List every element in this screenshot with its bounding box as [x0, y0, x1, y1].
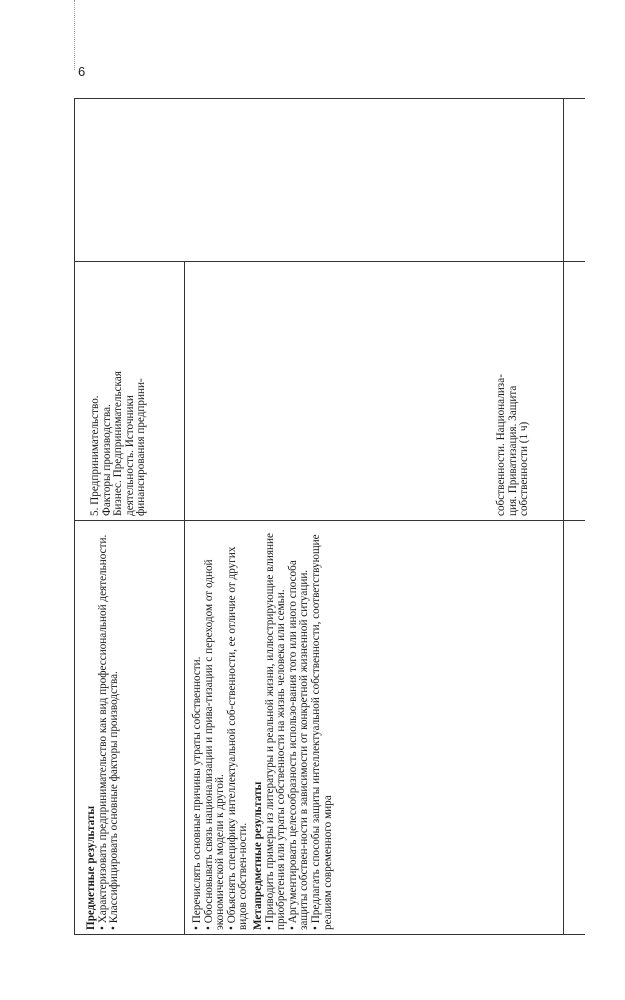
results-cell: [192, 526, 558, 930]
lesson-continuation-text: собственности. Национализа- ция. Приватизация. Защита собственности (1 ч): [495, 374, 531, 516]
result-bullet: • Перечислять основные причины утраты собственности.: [192, 526, 204, 930]
result-bullet: • Обосновывать связь национализации и прива-тизации с переходом от одной экономической модели к другой.: [204, 526, 227, 930]
margin-dotted-rule: [74, 0, 75, 70]
subject-result-bullet: • Классифицировать основные факторы производства.: [109, 526, 121, 930]
table-column-divider: [563, 98, 564, 935]
subject-results-cell: [86, 526, 180, 930]
metasubject-bullet: • Предлагать способы защиты интеллектуальной собственности, соответствующие реалиям современного мира: [311, 526, 334, 930]
table-row-divider: [74, 520, 585, 521]
table-left-border: [74, 98, 75, 935]
metasubject-heading: Метапредметные результаты: [251, 781, 264, 930]
table-column-divider: [184, 261, 185, 935]
table-row-divider: [74, 261, 585, 262]
result-bullet: • Объяснять специфику интеллектуальной соб-ственности, ее отличие от других видов собствен-ности.: [227, 526, 250, 930]
lesson-topic-title: 5. Предпринимательство.: [89, 395, 101, 516]
metasubject-bullet: • Приводить примеры из литературы и реальной жизни, иллюстрирующие влияние приобретения или утраты собственности на жизнь человека или семьи.: [265, 526, 288, 930]
page-number: 6: [78, 64, 86, 79]
table-top-border: [74, 98, 585, 99]
lesson-topic-text: Факторы производства. Бизнес. Предпринимательская деятельность. Источники финансирования предприни-: [100, 371, 148, 516]
table-bottom-border: [74, 934, 585, 935]
metasubject-bullet: • Аргументировать целесообразность использо-вания того или иного способа защиты собствен-ности в зависимости от конкретной жизненной ситуации.: [288, 526, 311, 930]
lesson-continuation-cell: [496, 268, 560, 516]
lesson-topic-cell: [90, 268, 180, 516]
subject-result-bullet: • Характеризовать предпринимательство как вид профессиональной деятельности.: [98, 526, 110, 930]
subject-results-heading: Предметные результаты: [85, 805, 97, 930]
